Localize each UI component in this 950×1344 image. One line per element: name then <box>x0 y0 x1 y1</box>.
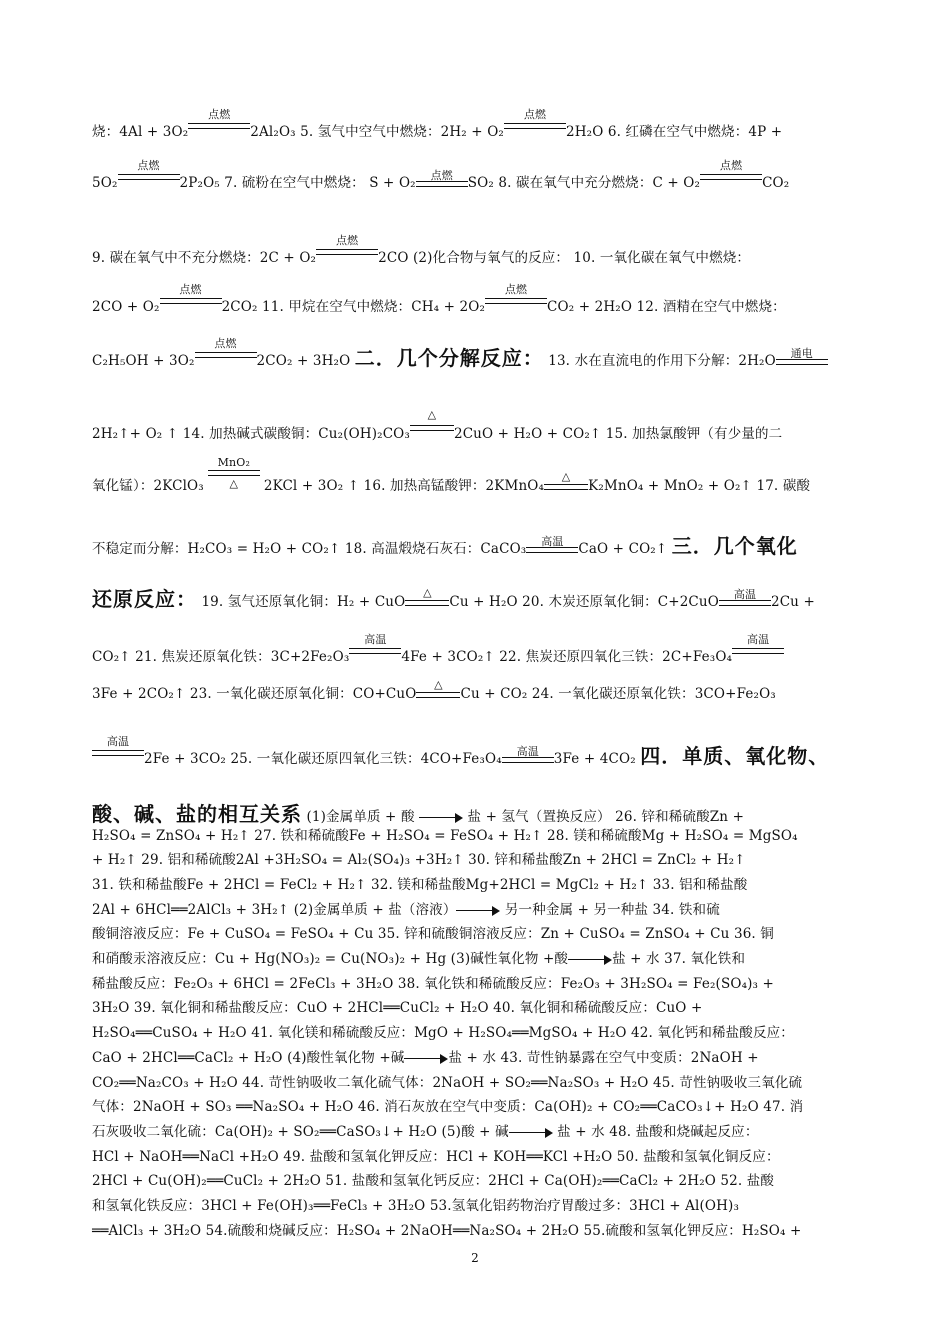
reaction-condition <box>416 678 460 698</box>
text-segment: HCl + NaOH══NaCl +H₂O 49. 盐酸和氢氧化钾反应：HCl + KOH══KCl +H₂O 50. 盐酸和氢氧化铜反应： <box>92 1149 780 1165</box>
text-line <box>92 972 774 992</box>
double-line <box>405 600 449 606</box>
double-line <box>316 249 378 255</box>
page-number: 2 <box>471 1251 479 1265</box>
text-line <box>92 798 744 827</box>
text-line <box>92 1095 803 1115</box>
text-line <box>92 947 745 967</box>
section-heading: 酸、碱、盐的相互关系 <box>92 802 302 826</box>
text-segment: 盐 + 水 43. 苛性钠暴露在空气中变质：2NaOH + <box>448 1050 759 1066</box>
text-segment: (1)金属单质 + 酸 <box>302 809 420 825</box>
text-segment: 2H₂↑+ O₂ ↑ 14. 加热碱式碳酸铜：Cu₂(OH)₂CO₃ <box>92 426 410 442</box>
text-line <box>92 283 786 315</box>
text-segment: 3Fe + 4CO₂ <box>553 751 641 767</box>
text-line <box>92 824 798 844</box>
double-line <box>416 692 460 698</box>
text-line <box>92 1169 774 1189</box>
text-segment: 31. 铁和稀盐酸Fe + 2HCl = FeCl₂ + H₂↑ 32. 镁和稀盐酸Mg+2HCl = MgCl₂ + H₂↑ 33. 铝和稀盐酸 <box>92 877 748 893</box>
condition-label: 点燃 <box>179 283 202 296</box>
double-line <box>732 648 784 654</box>
text-line <box>92 337 828 371</box>
text-segment: 和氢氧化铁反应：3HCl + Fe(OH)₃══FeCl₃ + 3H₂O 53.氢氧化铝药物治疗胃酸过多：3HCl + Al(OH)₃ <box>92 1198 740 1214</box>
right-arrow-icon <box>509 1128 553 1138</box>
text-segment: 盐 + 氢气（置换反应） 26. 锌和稀硫酸Zn + <box>463 809 745 825</box>
condition-label: 高温 <box>106 735 130 748</box>
text-line <box>92 1219 802 1239</box>
reaction-condition <box>349 633 401 661</box>
text-segment: H₂SO₄══CuSO₄ + H₂O 41. 氧化镁和稀硫酸反应：MgO + H₂SO₄══MgSO₄ + H₂O 42. 氧化钙和稀盐酸反应： <box>92 1025 794 1041</box>
text-line <box>92 898 720 918</box>
right-arrow-icon <box>456 906 500 916</box>
text-segment: 2CO (2)化合物与氧气的反应： 10. 一氧化碳在氧气中燃烧： <box>378 250 751 266</box>
condition-label: 高温 <box>733 588 757 601</box>
text-segment: 2CO₂ + 3H₂O <box>256 353 355 369</box>
text-line <box>92 1046 759 1066</box>
reaction-condition <box>700 159 762 187</box>
text-segment: CO₂══Na₂CO₃ + H₂O 44. 苛性钠吸收二氧化硫气体：2NaOH + SO₂══Na₂SO₃ + H₂O 45. 苛性钠吸收三氧化硫 <box>92 1075 803 1091</box>
text-segment: 盐 + 水 48. 盐酸和烧碱起反应： <box>552 1124 759 1140</box>
double-line <box>700 174 762 180</box>
text-segment: 2KCl + 3O₂ ↑ 16. 加热高锰酸钾：2KMnO₄ <box>263 478 545 494</box>
text-segment: 石灰吸收二氧化硫：Ca(OH)₂ + SO₂══CaSO₃↓+ H₂O (5)酸 + 碱 <box>92 1124 509 1140</box>
condition-label: 高温 <box>364 633 387 646</box>
double-line <box>544 484 588 490</box>
text-segment: 稀盐酸反应：Fe₂O₃ + 6HCl = 2FeCl₃ + 3H₂O 38. 氧化铁和稀硫酸反应：Fe₂O₃ + 3H₂SO₄ = Fe₂(SO₄)₃ + <box>92 976 775 992</box>
double-line <box>410 425 454 431</box>
reaction-condition <box>188 108 250 136</box>
text-segment: 2P₂O₅ 7. 硫粉在空气中燃烧： S + O₂ <box>179 175 416 191</box>
text-segment: SO₂ 8. 碳在氧气中充分燃烧：C + O₂ <box>467 175 701 191</box>
text-segment: Cu + CO₂ 24. 一氧化碳还原氧化铁：3CO+Fe₂O₃ <box>460 686 776 702</box>
text-line <box>92 735 830 769</box>
text-segment: 2Al + 6HCl══2AlCl₃ + 3H₂↑ (2)金属单质 + 盐（溶液） <box>92 902 457 918</box>
text-segment: CaO + CO₂↑ <box>578 541 672 557</box>
double-line <box>502 757 554 763</box>
condition-label: 通电 <box>790 347 813 360</box>
text-segment: 2Al₂O₃ 5. 氢气中空气中燃烧：2H₂ + O₂ <box>250 124 504 140</box>
double-line <box>160 298 222 304</box>
double-line <box>776 359 828 365</box>
text-segment: 2CO + O₂ <box>92 299 160 315</box>
text-segment: CO₂ <box>762 175 790 191</box>
text-segment: 盐 + 水 37. 氧化铁和 <box>612 951 746 967</box>
right-arrow-icon <box>404 1054 448 1064</box>
text-segment: 不稳定而分解：H₂CO₃ = H₂O + CO₂↑ 18. 高温煅烧石灰石：CaCO₃ <box>92 541 527 557</box>
text-line <box>92 1071 802 1091</box>
condition-label: △ <box>427 408 437 421</box>
text-segment: 19. 氢气还原氧化铜：H₂ + CuO <box>197 594 406 610</box>
reaction-condition <box>776 347 828 365</box>
double-line <box>118 174 180 180</box>
text-segment: C₂H₅OH + 3O₂ <box>92 353 195 369</box>
reaction-condition <box>195 337 257 365</box>
text-segment: 氧化锰）：2KClO₃ <box>92 478 204 494</box>
reaction-condition <box>410 408 454 438</box>
text-segment: 13. 水在直流电的作用下分解：2H₂O <box>543 353 776 369</box>
text-segment: 2CuO + H₂O + CO₂↑ 15. 加热氯酸钾（有少量的二 <box>453 426 783 442</box>
text-segment: 9. 碳在氧气中不充分燃烧：2C + O₂ <box>92 250 317 266</box>
text-segment: CO₂ + 2H₂O 12. 酒精在空气中燃烧： <box>547 299 786 315</box>
right-arrow-icon <box>568 955 612 965</box>
double-line <box>504 123 566 129</box>
double-line <box>188 123 250 129</box>
reaction-condition <box>544 470 588 490</box>
condition-label: 点燃 <box>137 159 160 172</box>
text-line <box>92 922 774 942</box>
text-segment: 2HCl + Cu(OH)₂══CuCl₂ + 2H₂O 51. 盐酸和氢氧化钙反应：2HCl + Ca(OH)₂══CaCl₂ + 2H₂O 52. 盐酸 <box>92 1173 775 1189</box>
condition-label: 点燃 <box>504 283 528 296</box>
text-segment: 酸铜溶液反应：Fe + CuSO₄ = FeSO₄ + Cu 35. 锌和硫酸铜溶液反应：Zn + CuSO₄ = ZnSO₄ + Cu 36. 铜 <box>92 926 774 942</box>
text-line <box>92 234 751 266</box>
section-heading: 三．几个氧化 <box>671 534 798 558</box>
reaction-condition <box>719 588 771 606</box>
text-segment: 2CO₂ 11. 甲烷在空气中燃烧：CH₄ + 2O₂ <box>221 299 486 315</box>
condition-label: △ <box>561 470 571 483</box>
text-line <box>92 583 815 612</box>
reaction-condition <box>416 169 468 187</box>
text-line <box>92 408 783 442</box>
double-line <box>92 750 144 756</box>
condition-label: 点燃 <box>430 169 453 182</box>
double-line <box>416 181 468 187</box>
text-segment: Cu + H₂O 20. 木炭还原氧化铜：C+2CuO <box>449 594 719 610</box>
text-segment: 4Fe + 3CO₂↑ 22. 焦炭还原四氧化三铁：2C+Fe₃O₄ <box>401 649 733 665</box>
text-segment: ══AlCl₃ + 3H₂O 54.硫酸和烧碱反应：H₂SO₄ + 2NaOH══Na₂SO₄ + 2H₂O 55.硫酸和氢氧化钾反应：H₂SO₄ + <box>92 1223 802 1239</box>
text-segment: 2Cu + <box>770 594 815 610</box>
text-line <box>92 530 798 559</box>
text-segment: + H₂↑ 29. 铝和稀硫酸2Al +3H₂SO₄ = Al₂(SO₄)₃ +3H₂↑ 30. 锌和稀盐酸Zn + 2HCl = ZnCl₂ + H₂↑ <box>92 852 746 868</box>
text-segment: 2Fe + 3CO₂ 25. 一氧化碳还原四氧化三铁：4CO+Fe₃O₄ <box>144 751 502 767</box>
text-segment: 另一种金属 + 另一种盐 34. 铁和硫 <box>500 902 720 918</box>
condition-label: △ <box>434 678 443 691</box>
double-line <box>526 547 578 553</box>
text-line <box>92 996 702 1016</box>
reaction-condition <box>405 586 449 606</box>
text-segment: 3Fe + 2CO₂↑ 23. 一氧化碳还原氧化铜：CO+CuO <box>92 686 417 702</box>
text-segment: 5O₂ <box>92 175 118 191</box>
reaction-condition <box>316 234 378 262</box>
condition-label: 点燃 <box>335 234 359 247</box>
text-segment: 气体：2NaOH + SO₃ ══Na₂SO₄ + H₂O 46. 消石灰放在空气中变质：Ca(OH)₂ + CO₂══CaCO₃↓+ H₂O 47. 消 <box>92 1099 804 1115</box>
text-segment: 2H₂O 6. 红磷在空气中燃烧：4P + <box>566 124 783 140</box>
text-segment: K₂MnO₄ + MnO₂ + O₂↑ 17. 碳酸 <box>588 478 811 494</box>
reaction-condition <box>208 456 260 490</box>
text-segment: H₂SO₄ = ZnSO₄ + H₂↑ 27. 铁和稀硫酸Fe + H₂SO₄ = FeSO₄ + H₂↑ 28. 镁和稀硫酸Mg + H₂SO₄ = MgSO₄ <box>92 828 798 844</box>
condition-label: 点燃 <box>208 108 231 121</box>
text-line <box>92 1194 739 1214</box>
text-line <box>92 108 783 140</box>
text-segment: 烧：4Al + 3O₂ <box>92 124 189 140</box>
condition-label: 高温 <box>746 633 770 646</box>
double-line <box>208 470 260 476</box>
text-line <box>92 633 784 665</box>
text-line <box>92 1120 758 1140</box>
text-segment: CO₂↑ 21. 焦炭还原氧化铁：3C+2Fe₂O₃ <box>92 649 350 665</box>
reaction-condition <box>160 283 222 311</box>
condition-label: 点燃 <box>214 337 237 350</box>
condition-label: △ <box>229 477 239 490</box>
condition-label: △ <box>423 586 432 599</box>
double-line <box>485 298 547 304</box>
condition-label: MnO₂ <box>217 456 251 469</box>
text-line <box>92 1021 794 1041</box>
reaction-condition <box>118 159 180 187</box>
right-arrow-icon <box>419 813 463 823</box>
section-heading: 还原反应： <box>92 587 197 611</box>
condition-label: 高温 <box>516 745 539 758</box>
text-line <box>92 1145 780 1165</box>
section-heading: 四．单质、氧化物、 <box>640 744 830 768</box>
section-heading: 二．几个分解反应： <box>354 346 544 370</box>
text-segment: 3H₂O 39. 氧化铜和稀盐酸反应：CuO + 2HCl══CuCl₂ + H₂O 40. 氧化铜和稀硫酸反应：CuO + <box>92 1000 703 1016</box>
text-segment: 和硝酸汞溶液反应：Cu + Hg(NO₃)₂ = Cu(NO₃)₂ + Hg (3)碱性氧化物 +酸 <box>92 951 569 967</box>
condition-label: 点燃 <box>523 108 547 121</box>
double-line <box>349 648 401 654</box>
text-segment: CaO + 2HCl══CaCl₂ + H₂O (4)酸性氧化物 +碱 <box>92 1050 405 1066</box>
double-line <box>719 600 771 606</box>
reaction-condition <box>504 108 566 136</box>
text-line <box>92 848 746 868</box>
reaction-condition <box>502 745 554 763</box>
text-line <box>92 873 747 893</box>
condition-label: 高温 <box>541 535 564 548</box>
reaction-condition <box>92 735 144 763</box>
condition-label: 点燃 <box>719 159 743 172</box>
reaction-condition <box>485 283 547 311</box>
text-line <box>92 678 776 702</box>
double-line <box>195 352 257 358</box>
text-line <box>92 159 790 191</box>
text-line <box>92 456 811 494</box>
reaction-condition <box>732 633 784 661</box>
reaction-condition <box>526 535 578 553</box>
